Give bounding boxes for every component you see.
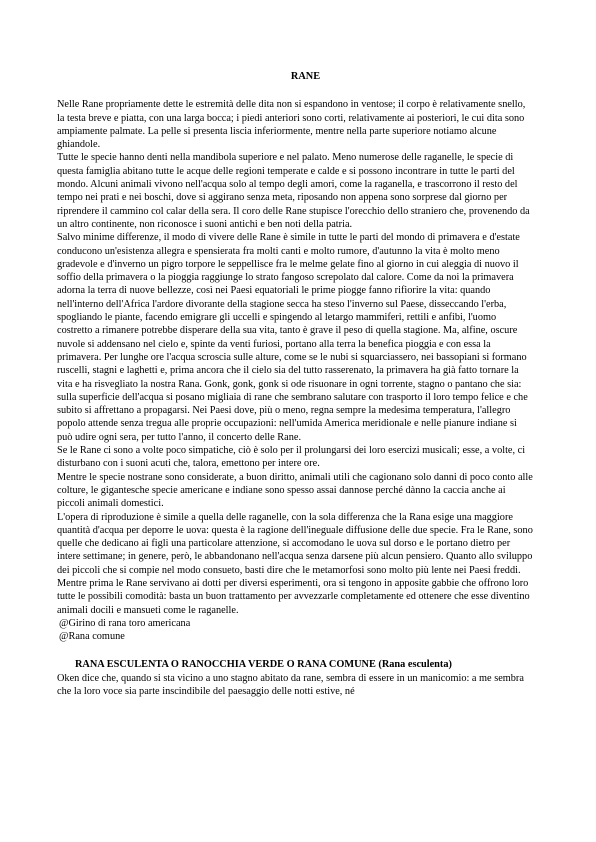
paragraph-oken: Oken dice che, quando si sta vicino a uno stagno abitato da rane, sembra di essere in un manicomio: a me sembra che la loro voce sia parte inscindibile del paesaggio delle notti estive, né	[57, 672, 524, 698]
image-caption-tadpole: @Girino di rana toro americana	[59, 617, 191, 629]
page-title: RANE	[290, 71, 321, 82]
paragraph-usefulness: Mentre le specie nostrane sono considerate, a buon diritto, animali utili che cagionano solo danni di poco conto alle colture, le gigantesche specie americane e indiane sono spesso assai dannose perché dànno la caccia anche ai piccoli animali domestici.	[57, 471, 533, 510]
paragraph-captivity: Mentre prima le Rane servivano ai dotti per diversi esperimenti, ora si tengono in apposite gabbie che offrono loro tutte le possibili comodità: basta un buon trattamento per avvezzarle completamente ed ottenere che esse diventino animali docili e mansueti come le raganelle.	[57, 577, 530, 616]
image-caption-common-frog: @Rana comune	[59, 631, 125, 643]
paragraph-singing: Se le Rane ci sono a volte poco simpatiche, ciò è solo per il prolungarsi dei loro esercizi musicali; esse, a volte, ci disturbano con i suoni acuti che, talora, emettono per intere ore.	[57, 445, 526, 470]
section-heading: RANA ESCULENTA O RANOCCHIA VERDE O RANA COMUNE (Rana esculenta)	[75, 659, 452, 671]
paragraph-reproduction: L'opera di riproduzione è simile a quella delle raganelle, con la sola differenza che la Rana esige una maggiore quantità d'acqua per deporre le uova: questa è la ragione dell'ineguale diffusione delle due specie. Fra le Rane, sono quelle che dedicano ai figli una particolare attenzione, si accomodano le uova sul dorso e le portano dietro per intere settimane; in genere, però, le abbandonano nell'acqua senza darsene più alcun pensiero. Quanto allo sviluppo dei piccoli che si compie nel modo consueto, basti dire che le metamorfosi sono molto più lente nei Paesi freddi.	[57, 511, 533, 576]
paragraph-life-cycle: Salvo minime differenze, il modo di vivere delle Rane è simile in tutte le parti del mondo di primavera e d'estate conducono un'esistenza allegra e spensierata fra molti canti e molto rumore, d'autunno la vita è molto meno gradevole e d'inverno un pigro torpore le seppellisce fra le melme gelate fino al giorno in cui aleggia di nuovo il soffio della primavera o la pioggia raggiunge lo strato fangoso screpolato dal calore. Come da noi la primavera adorna la terra di nuove bellezze, così nei Paesi equatoriali le prime piogge fanno rifiorire la vita: quando nell'interno dell'Africa l'ardore divorante della stagione secca ha steso l'inverno sul Paese, disseccando l'erba, spogliando le piante, facendo emigrare gli uccelli e spingendo al letargo mammiferi, rettili e anfibi, l'uomo costretto a rimanere potrebbe disperare della sua vita, tanto è grave il peso di quella stagione. Ma, alfine, oscure nuvole si addensano nel cielo e, spinte da venti furiosi, portano alla terra la benefica pioggia e con essa la primavera. Per lunghe ore l'acqua scroscia sulle alture, come se le nubi si squarciassero, nei bassopiani si formano ruscelli, stagni e laghetti e, prima ancora che il cielo sia del tutto rasserenato, la primavera ha già fatto tornare la vita e ha risvegliato la nostra Rana. Gonk, gonk, gonk si ode risuonare in ogni torrente, stagno o pantano che sia: sulla superficie dell'acqua si posano migliaia di rane che sembrano salutare con trasporto il loro tempo felice e che subito si affrettano a propagarsi. Nei Paesi dove, più o meno, regna sempre la medesima temperatura, l'allegro popolo attende senza tregua alle proprie occupazioni: nell'umida America meridionale e nelle pianure indiane si può udire ogni sera, per tutto l'anno, il concerto delle Rane.	[57, 232, 528, 443]
paragraph-anatomy: Nelle Rane propriamente dette le estremità delle dita non si espandono in ventose; il corpo è relativamente snello, la testa breve e piatta, con una larga bocca; i piedi anteriori sono corti, relativamente ai posteriori, le cui dita sono ampiamente palmate. La pelle si presenta liscia inferiormente, mentre nella parte superiore notiamo alcune ghiandole.	[57, 99, 526, 151]
paragraph-distribution: Tutte le specie hanno denti nella mandibola superiore e nel palato. Meno numerose delle raganelle, le specie di questa famiglia abitano tutte le acque delle regioni temperate e calde e si possono incontrare in tutte le parti del mondo. Alcuni animali vivono nell'acqua solo al tempo degli amori, come la raganella, e trascorrono il resto del tempo nei prati e nei boschi, dove si aggirano senza meta, riposando non appena sono sorprese dal giorno per riprendere il cammino col calar della sera. Il coro delle Rane stupisce l'orecchio dello straniero che, provenendo da un altro continente, non riconosce i suoni antichi e ben noti della patria.	[57, 152, 530, 230]
